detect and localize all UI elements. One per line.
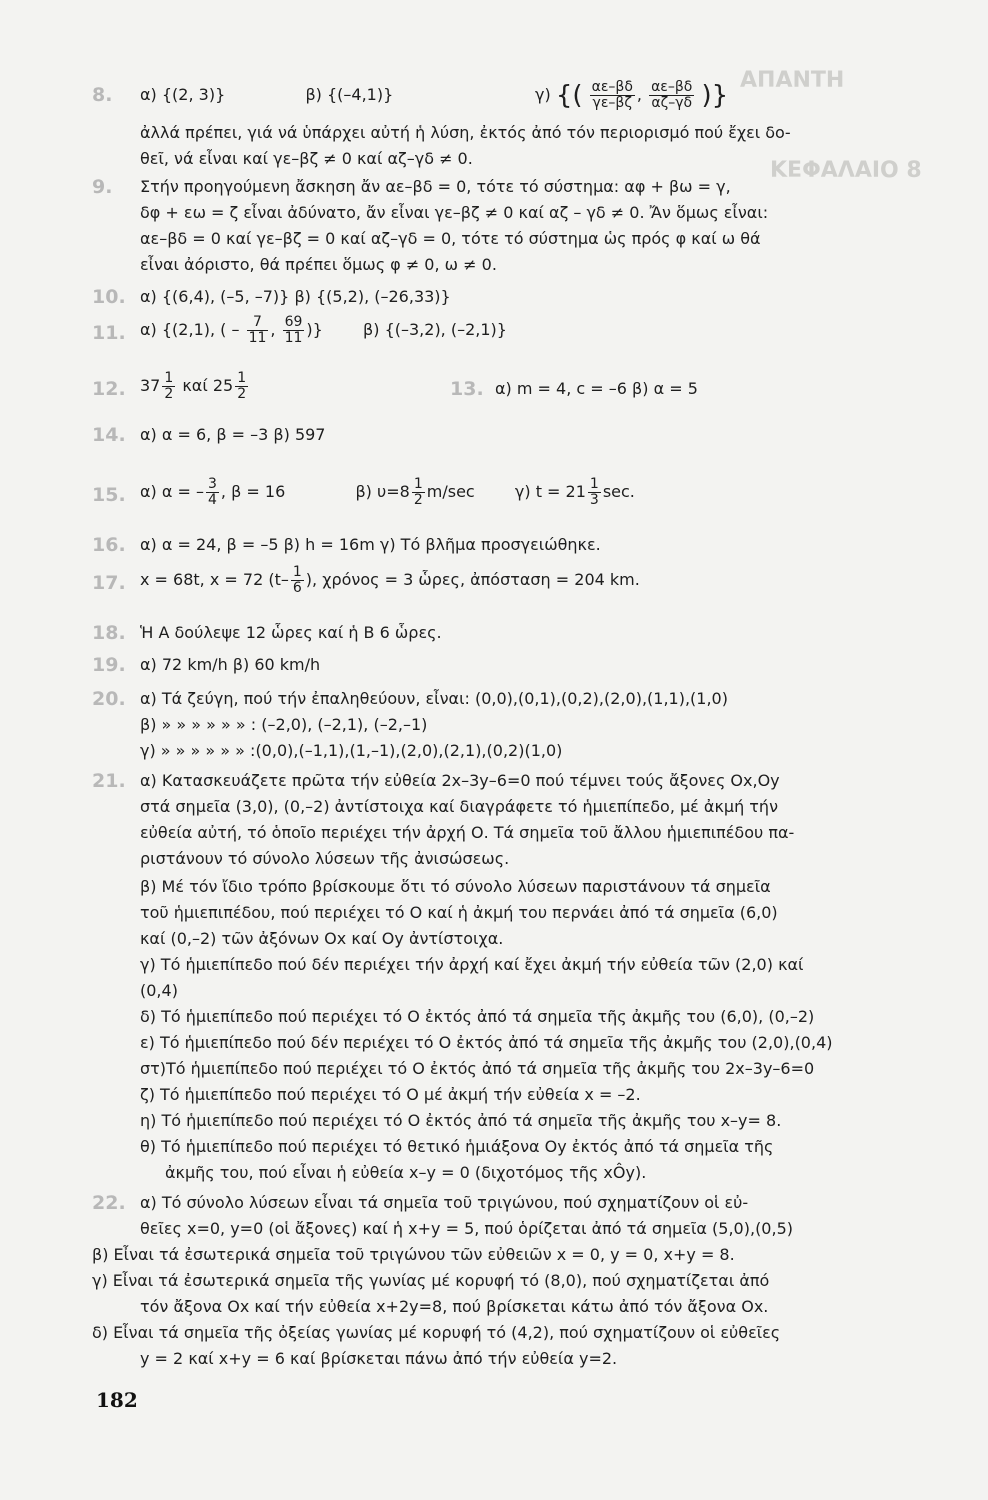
answer-number: 13. (450, 378, 484, 400)
answer-21-line: τοῦ ἡμιεπιπέδου, πού περιέχει τό Ο καί ἡ ἀκμή του περνάει ἀπό τά σημεῖα (6,0) (140, 903, 778, 922)
answer-8c-label: γ) (535, 85, 551, 104)
answer-16: α) α = 24, β = –5 β) h = 16m γ) Τό βλῆμα προσγειώθηκε. (140, 535, 601, 554)
show-through-heading: ΑΠΑΝΤΗ (740, 68, 845, 93)
fraction: $\frac{1}{2}$ (237, 370, 247, 402)
answer-8b: β) {(–4,1)} (305, 85, 394, 104)
answer-20-line2: β) » » » » » » : (–2,0), (–2,1), (–2,–1) (140, 715, 428, 734)
answer-21-line: ριστάνουν τό σύνολο λύσεων τῆς ἀνισώσεως. (140, 849, 510, 868)
page-number: 182 (96, 1388, 138, 1412)
answer-21-line: θ) Τό ἡμιεπίπεδο πού περιέχει τό θετικό ἡμιάξονα Oy ἐκτός ἀπό τά σημεῖα τῆς (140, 1137, 774, 1156)
answer-21-line: στά σημεῖα (3,0), (0,–2) ἀντίστοιχα καί διαγράφετε τό ἡμιεπίπεδο, μέ ἀκμή τήν (140, 797, 779, 816)
answer-number: 22. (92, 1192, 126, 1214)
answer-number: 18. (92, 622, 126, 644)
fraction: $\frac{1}{6}$ (292, 564, 302, 596)
answer-21-line: στ)Τό ἡμιεπίπεδο πού περιέχει τό Ο ἐκτός ἀπό τά σημεῖα τῆς ἀκμῆς του 2x–3y–6=0 (140, 1059, 815, 1078)
answer-22-line: y = 2 καί x+y = 6 καί βρίσκεται πάνω ἀπό τήν εὐθεία y=2. (140, 1349, 618, 1368)
answer-21-line: ζ) Τό ἡμιεπίπεδο πού περιέχει τό Ο μέ ἀκμή τήν εὐθεία x = –2. (140, 1085, 641, 1104)
answer-11b: β) {(–3,2), (–2,1)} (363, 320, 507, 339)
answer-9-line2: δφ + εω = ζ εἶναι ἀδύνατο, ἄν εἶναι γε–βζ ≠ 0 καί αζ – γδ ≠ 0. Ἄν ὅμως εἶναι: (140, 203, 769, 222)
answer-9-line3: αε–βδ = 0 καί γε–βζ = 0 καί αζ–γδ = 0, τότε τό σύστημα ὡς πρός φ καί ω θά (140, 229, 761, 248)
answer-22-line: θεῖες x=0, y=0 (οἱ ἄξονες) καί ἡ x+y = 5, πού ὁρίζεται ἀπό τά σημεῖα (5,0),(0,5) (140, 1219, 793, 1238)
answer-15: α) α = – $\frac{3}{4}$ , β = 16 β) υ=8 $\frac{1}{2}$ m/sec γ) t = 21 $\frac{1}{3}$ sec. (140, 476, 635, 508)
answer-number: 11. (92, 322, 126, 344)
answer-19: α) 72 km/h β) 60 km/h (140, 655, 321, 674)
answer-21-line: δ) Τό ἡμιεπίπεδο πού περιέχει τό Ο ἐκτός ἀπό τά σημεῖα τῆς ἀκμῆς του (6,0), (0,–2) (140, 1007, 815, 1026)
answer-number: 19. (92, 654, 126, 676)
answer-22-line: δ) Εἶναι τά σημεῖα τῆς ὀξείας γωνίας μέ κορυφή τό (4,2), πού σχηματίζουν οἱ εὐθεῖες (92, 1323, 781, 1342)
answer-number: 17. (92, 572, 126, 594)
answer-20-line3: γ) » » » » » » :(0,0),(–1,1),(1,–1),(2,0),(2,1),(0,2)(1,0) (140, 741, 563, 760)
answer-10: α) {(6,4), (–5, –7)} β) {(5,2), (–26,33)} (140, 287, 451, 306)
fraction: $\frac{1}{2}$ (164, 370, 174, 402)
fraction: $\frac{1}{2}$ (413, 476, 423, 508)
answer-number: 16. (92, 534, 126, 556)
fraction: $\frac{\alpha\varepsilon-\beta\delta}{\gamma\varepsilon-\beta\zeta}$ (591, 79, 633, 111)
answer-13: α) m = 4, c = –6 β) α = 5 (495, 379, 698, 398)
answer-number: 10. (92, 286, 126, 308)
fraction: $\frac{69}{11}$ (284, 314, 303, 346)
answer-21-line: γ) Τό ἡμιεπίπεδο πού δέν περιέχει τήν ἀρχή καί ἔχει ἀκμή τήν εὐθεία τῶν (2,0) καί (140, 955, 804, 974)
fraction: $\frac{7}{11}$ (248, 314, 267, 346)
answer-22-line: β) Εἶναι τά ἐσωτερικά σημεῖα τοῦ τριγώνου τῶν εὐθειῶν x = 0, y = 0, x+y = 8. (92, 1245, 735, 1264)
answer-22-line: τόν ἄξονα Ox καί τήν εὐθεία x+2y=8, πού βρίσκεται κάτω ἀπό τόν ἄξονα Ox. (140, 1297, 769, 1316)
answer-number: 14. (92, 424, 126, 446)
answer-number: 12. (92, 378, 126, 400)
answer-8-line3: θεῖ, νά εἶναι καί γε–βζ ≠ 0 καί αζ–γδ ≠ 0. (140, 149, 473, 168)
answer-18: Ἡ Α δούλεψε 12 ὧρες καί ἡ Β 6 ὧρες. (140, 623, 442, 642)
show-through-chapter: ΚΕΦΑΛΑΙΟ 8 (770, 158, 922, 183)
answer-11: α) {(2,1), ( – $\frac{7}{11}$ , $\frac{69}{11}$ )} β) {(–3,2), (–2,1)} (140, 314, 507, 346)
answer-8c: γ) {( $\frac{\alpha\varepsilon-\beta\delta}{\gamma\varepsilon-\beta\zeta}$ , $\frac{\alpha\varepsilon-\beta\delta}{\alpha\zeta-\gamma\delta}$ )} (535, 79, 729, 111)
answer-21-line: ε) Τό ἡμιεπίπεδο πού δέν περιέχει τό Ο ἐκτός ἀπό τά σημεῖα τῆς ἀκμῆς του (2,0),(0,4) (140, 1033, 833, 1052)
answer-14: α) α = 6, β = –3 β) 597 (140, 425, 326, 444)
answer-number: 15. (92, 484, 126, 506)
answer-number: 8. (92, 84, 113, 106)
answer-number: 20. (92, 688, 126, 710)
answer-21-line: α) Κατασκευάζετε πρῶτα τήν εὐθεία 2x–3y–6=0 πού τέμνει τούς ἄξονες Ox,Oy (140, 771, 780, 790)
answer-17: x = 68t, x = 72 (t– $\frac{1}{6}$ ), χρόνος = 3 ὧρες, ἀπόσταση = 204 km. (140, 564, 640, 596)
answer-8-line2: ἀλλά πρέπει, γιά νά ὑπάρχει αὐτή ἡ λύση, ἐκτός ἀπό τόν περιορισμό πού ἔχει δο- (140, 123, 791, 142)
answer-21-line: η) Τό ἡμιεπίπεδο πού περιέχει τό Ο ἐκτός ἀπό τά σημεῖα τῆς ἀκμῆς του x–y= 8. (140, 1111, 782, 1130)
answer-number: 9. (92, 176, 113, 198)
answer-21-line: εὐθεία αὐτή, τό ὁποῖο περιέχει τήν ἀρχή Ο. Τά σημεῖα τοῦ ἄλλου ἡμιεπιπέδου πα- (140, 823, 795, 842)
fraction: $\frac{1}{3}$ (589, 476, 599, 508)
answer-20-line1: α) Τά ζεύγη, πού τήν ἐπαληθεύουν, εἶναι: (0,0),(0,1),(0,2),(2,0),(1,1),(1,0) (140, 689, 728, 708)
answer-11a-start: α) {(2,1), ( – (140, 320, 240, 339)
answer-21-line: ἀκμῆς του, πού εἶναι ἡ εὐθεία x–y = 0 (διχοτόμος τῆς xÔy). (165, 1163, 647, 1182)
answer-22-line: α) Τό σύνολο λύσεων εἶναι τά σημεῖα τοῦ τριγώνου, πού σχηματίζουν οἱ εὐ- (140, 1193, 749, 1212)
answer-22-line: γ) Εἶναι τά ἐσωτερικά σημεῖα τῆς γωνίας μέ κορυφή τό (8,0), πού σχηματίζεται ἀπό (92, 1271, 770, 1290)
answer-8-line1 (140, 84, 393, 106)
fraction: $\frac{3}{4}$ (208, 476, 217, 508)
answer-21-line: (0,4) (140, 981, 178, 1000)
fraction: $\frac{\alpha\varepsilon-\beta\delta}{\alpha\zeta-\gamma\delta}$ (651, 79, 693, 111)
answer-number: 21. (92, 770, 126, 792)
answer-9-line4: εἶναι ἀόριστο, θά πρέπει ὅμως φ ≠ 0, ω ≠ 0. (140, 255, 497, 274)
answer-9-line1: Στήν προηγούμενη ἄσκηση ἄν αε–βδ = 0, τότε τό σύστημα: αφ + βω = γ, (140, 177, 731, 196)
answer-21-line: β) Μέ τόν ἴδιο τρόπο βρίσκουμε ὅτι τό σύνολο λύσεων παριστάνουν τά σημεῖα (140, 877, 771, 896)
answer-8a: α) {(2, 3)} (140, 85, 226, 104)
answer-12: 37 $\frac{1}{2}$ καί 25 $\frac{1}{2}$ (140, 370, 247, 402)
answer-21-line: καί (0,–2) τῶν ἀξόνων Ox καί Oy ἀντίστοιχα. (140, 929, 504, 948)
